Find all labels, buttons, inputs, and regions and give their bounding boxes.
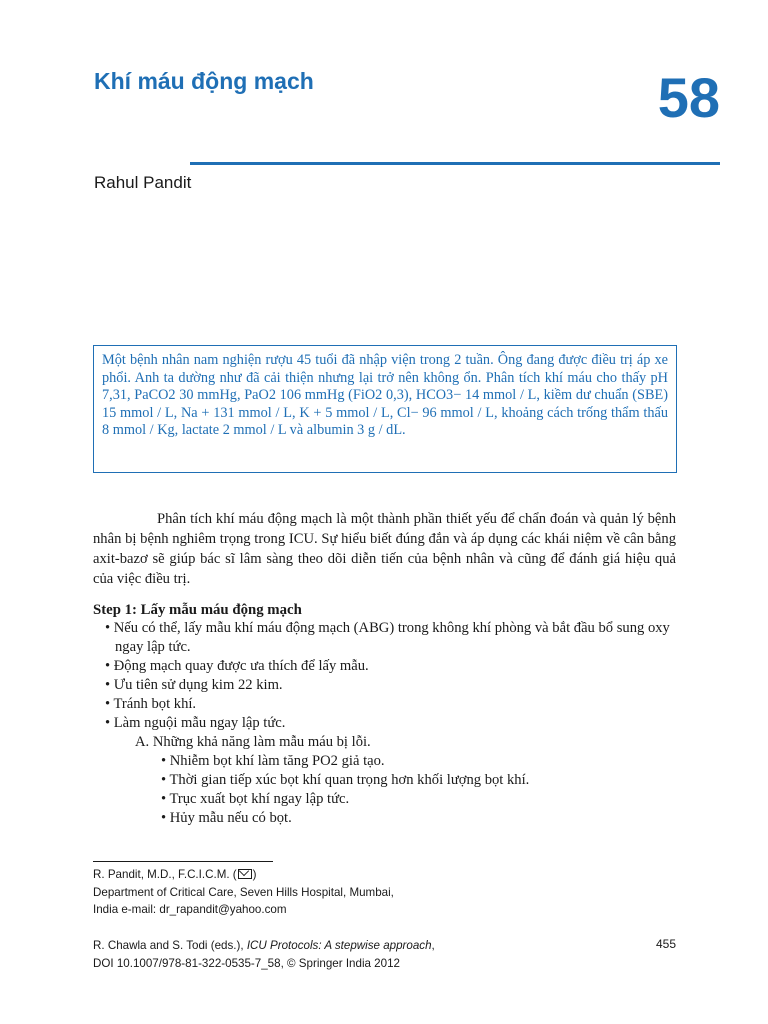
list-item: • Động mạch quay được ưa thích để lấy mẫu. (105, 658, 369, 674)
list-item: • Làm nguội mẫu ngay lập tức. (105, 715, 286, 731)
step-1-heading: Step 1: Lấy mẫu máu động mạch (93, 602, 302, 618)
list-item: • Nếu có thể, lấy mẫu khí máu động mạch (ABG) trong không khí phòng và bắt đầu bổ sung oxy ngay lập tức. (105, 620, 670, 655)
footnote-line-1: R. Pandit, M.D., F.C.I.C.M. ( ) (93, 868, 257, 881)
chapter-title: Khí máu động mạch (94, 68, 314, 94)
footnote-line-3: India e-mail: dr_rapandit@yahoo.com (93, 903, 287, 916)
sub-heading-a: A. Những khả năng làm mẫu máu bị lỗi. (135, 734, 371, 750)
sub-bullets (93, 752, 683, 828)
title-rule (190, 162, 720, 165)
step-1-section (93, 601, 683, 828)
list-item: • Tránh bọt khí. (105, 696, 197, 712)
citation (93, 937, 693, 972)
author-footnote (93, 866, 593, 919)
mail-icon (238, 869, 252, 879)
chapter-number: 58 (657, 66, 720, 129)
list-item: • Hủy mẫu nếu có bọt. (161, 810, 292, 826)
step-1-bullets (93, 619, 683, 733)
book-title: ICU Protocols: A stepwise approach (246, 939, 432, 952)
case-text: Một bệnh nhân nam nghiện rượu 45 tuổi đã nhập viện trong 2 tuần. Ông đang được điều trị áp xe phổi. Anh ta dường như đã cải thiện nhưng lại trở nên không ổn. Phân tích khí máu cho thấy pH 7,31, PaCO2 30 mmHg, PaO2 106 mmHg (FiO2 0,3), HCO3− 14 mmol / L, kiềm dư chuẩn (SBE) 15 mmol / L, Na + 131 mmol / L, K + 5 mmol / L, Cl− 96 mmol / L, khoảng cách trống thẩm thấu 8 mmol / Kg, lactate 2 mmol / L và albumin 3 g / dL. (102, 352, 668, 439)
footnote-rule (93, 861, 273, 862)
intro-paragraph: Phân tích khí máu động mạch là một thành phần thiết yếu để chẩn đoán và quản lý bệnh nhân bị bệnh nghiêm trọng trong ICU. Sự hiểu biết đúng đắn và áp dụng các khái niệm về cân bằng axit-bazơ sẽ giúp bác sĩ lâm sàng theo dõi diễn tiến của bệnh nhân và cũng để đánh giá hiệu quả của việc điều trị. (93, 511, 676, 587)
page-number: 455 (655, 937, 676, 951)
list-item: • Thời gian tiếp xúc bọt khí quan trọng hơn khối lượng bọt khí. (161, 772, 530, 788)
citation-line-1: R. Chawla and S. Todi (eds.), ICU Protocols: A stepwise approach, (93, 939, 435, 952)
list-item: • Ưu tiên sử dụng kim 22 kim. (105, 677, 283, 693)
author-name: Rahul Pandit (94, 173, 192, 192)
citation-doi: DOI 10.1007/978-81-322-0535-7_58, © Springer India 2012 (93, 956, 400, 970)
list-item: • Nhiễm bọt khí làm tăng PO2 giả tạo. (161, 753, 385, 769)
footnote-line-2: Department of Critical Care, Seven Hills Hospital, Mumbai, (93, 885, 394, 899)
case-box (93, 345, 677, 473)
list-item: • Trục xuất bọt khí ngay lập tức. (161, 791, 350, 807)
